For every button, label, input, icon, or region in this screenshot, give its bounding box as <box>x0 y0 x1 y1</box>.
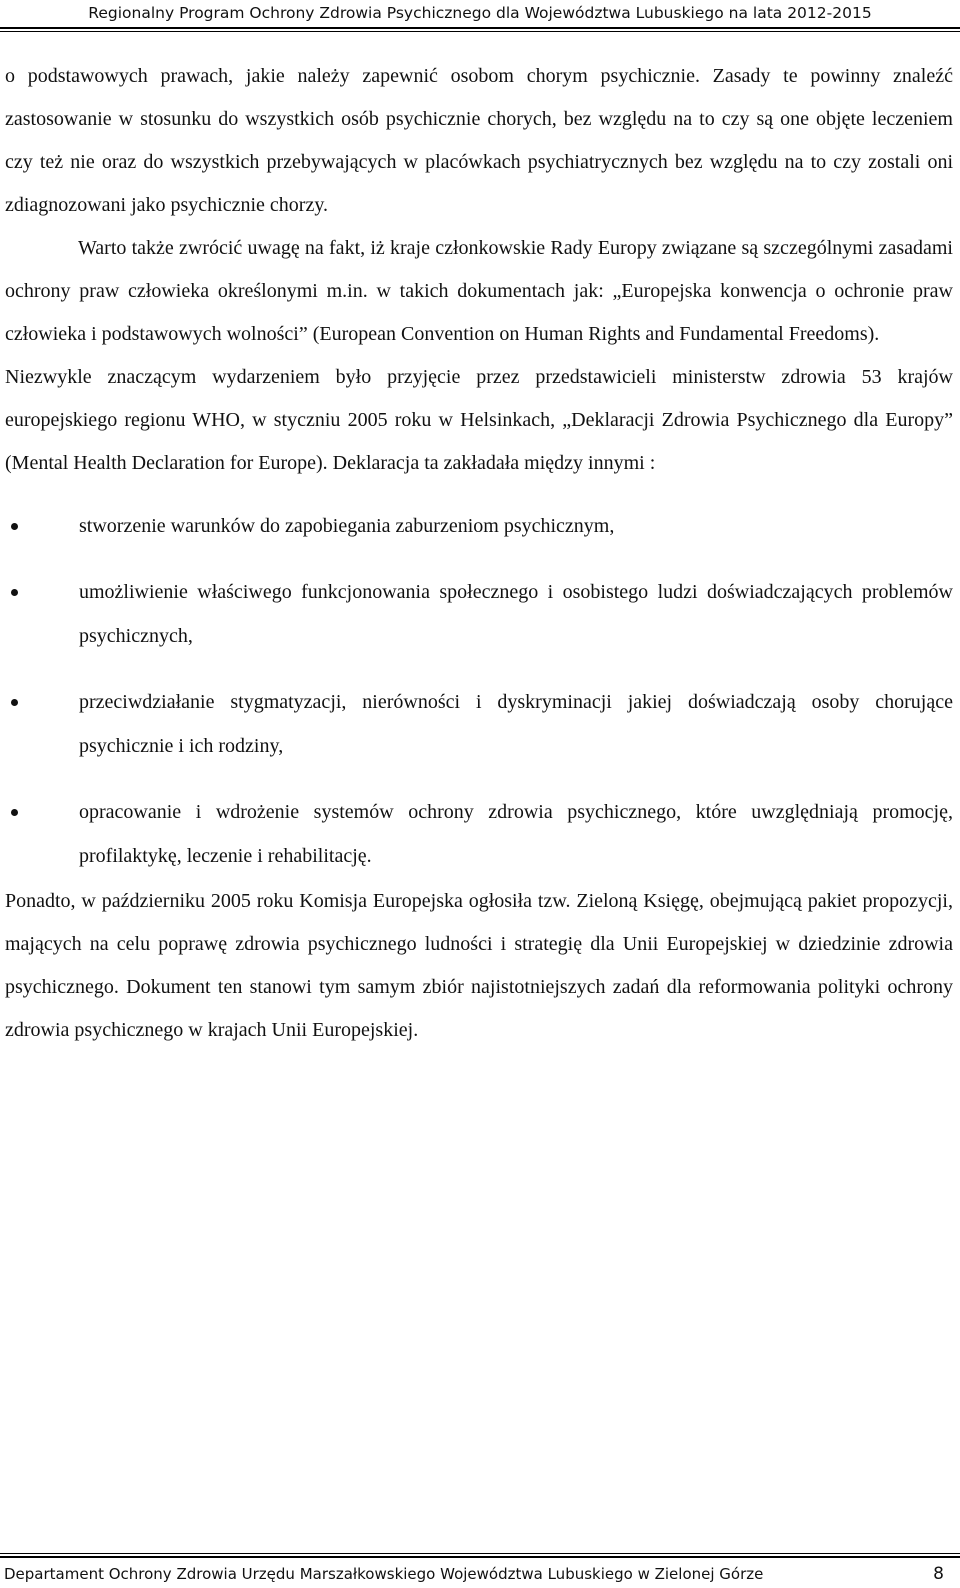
bullet-icon <box>11 809 18 816</box>
list-item-text: umożliwienie właściwego funkcjonowania społecznego i osobistego ludzi doświadczających problemów psychicznych, <box>79 581 953 647</box>
declaration-goals-list <box>5 504 953 878</box>
footer-text: Departament Ochrony Zdrowia Urzędu Marszałkowskiego Województwa Lubuskiego w Zielonej Górze <box>4 1565 764 1583</box>
document-body <box>5 55 953 1052</box>
bullet-icon <box>11 589 18 596</box>
bullet-icon <box>11 523 18 530</box>
list-item-text: przeciwdziałanie stygmatyzacji, nierówności i dyskryminacji jakiej doświadczają osoby chorujące psychicznie i ich rodziny, <box>79 691 953 757</box>
list-item <box>5 790 953 878</box>
paragraph-helsinki-declaration: Niezwykle znaczącym wydarzeniem było przyjęcie przez przedstawicieli ministerstw zdrowia 53 krajów europejskiego regionu WHO, w styczniu 2005 roku w Helsinkach, „Deklaracji Zdrowia Psychicznego dla Europy” (Mental Health Declaration for Europe). Deklaracja ta zakładała między innymi : <box>5 366 953 474</box>
list-item-text: opracowanie i wdrożenie systemów ochrony zdrowia psychicznego, które uwzględniają promocję, profilaktykę, leczenie i rehabilitację. <box>79 801 953 867</box>
page-footer <box>0 1560 960 1588</box>
footer-rule-thin <box>0 1553 960 1554</box>
header-rule-thick <box>0 27 960 29</box>
page-header <box>0 0 960 26</box>
paragraph-council-of-europe: Warto także zwrócić uwagę na fakt, iż kraje członkowskie Rady Europy związane są szczególnymi zasadami ochrony praw człowieka określonymi m.in. w takich dokumentach jak: „Europejska konwencja o ochronie praw człowieka i podstawowych wolności” (European Convention on Human Rights and Fundamental Freedoms). <box>5 237 953 345</box>
list-item <box>5 680 953 768</box>
header-rule-thin <box>0 31 960 32</box>
list-item <box>5 504 953 548</box>
paragraph-basic-rights: o podstawowych prawach, jakie należy zapewnić osobom chorym psychicznie. Zasady te powinny znaleźć zastosowanie w stosunku do wszystkich osób psychicznie chorych, bez względu na to czy są one objęte leczeniem czy też nie oraz do wszystkich przebywających w placówkach psychiatrycznych bez względu na to czy zostali oni zdiagnozowani jako psychicznie chorzy. <box>5 65 953 216</box>
paragraph-green-paper: Ponadto, w październiku 2005 roku Komisja Europejska ogłosiła tzw. Zieloną Księgę, obejmującą pakiet propozycji, mających na celu poprawę zdrowia psychicznego ludności i strategię dla Unii Europejskiej w dziedzinie zdrowia psychicznego. Dokument ten stanowi tym samym zbiór najistotniejszych zadań dla reformowania polityki ochrony zdrowia psychicznego w krajach Unii Europejskiej. <box>5 890 953 1041</box>
list-item-text: stworzenie warunków do zapobiegania zaburzeniom psychicznym, <box>79 515 615 537</box>
header-title: Regionalny Program Ochrony Zdrowia Psychicznego dla Województwa Lubuskiego na lata 2012-2015 <box>88 4 872 22</box>
page-number: 8 <box>933 1564 944 1584</box>
list-item <box>5 570 953 658</box>
footer-rule-thick <box>0 1556 960 1558</box>
bullet-icon <box>11 699 18 706</box>
